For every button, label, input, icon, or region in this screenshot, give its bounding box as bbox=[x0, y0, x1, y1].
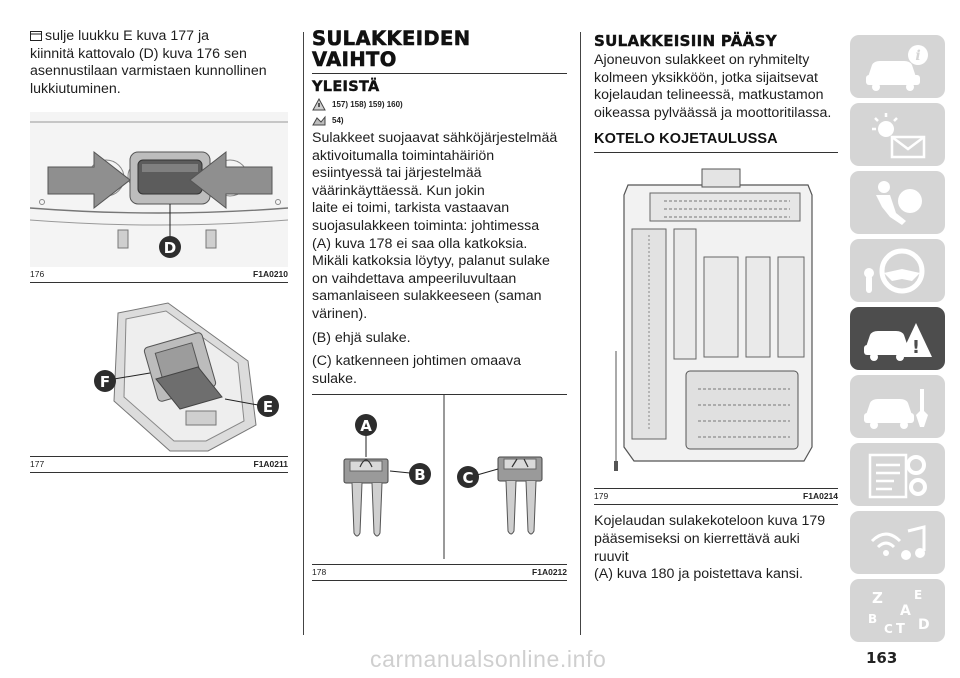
column-2 bbox=[312, 28, 567, 581]
figure-176-caption: 176 F1A0210 bbox=[30, 267, 288, 283]
tab-index[interactable] bbox=[850, 579, 945, 642]
fuse-general-paragraph: Sulakkeet suojaavat sähköjärjestelmää aktivoitumalla toimintahäiriön esiintyessä tai järjestelmää väärinkäyttäessä. Kun jokin laite ei toimi, tarkista vastaavan suojasulakkeen toiminta: johtimessa (A) kuva 178 ei saa olla katkoksia. Mikäli katkoksia löytyy, palanut sulake on vaihdettava ampeeriluvultaan samanlaiseen sulakkeeseen (saman värinen). (B) ehjä sulake. (C) katkenneen johtimen omaava sulake. bbox=[312, 130, 567, 388]
figure-178 bbox=[312, 394, 567, 564]
svg-text:E: E bbox=[913, 587, 922, 602]
warning-triangle-icon bbox=[312, 98, 326, 111]
svg-text:A: A bbox=[899, 602, 911, 619]
multimedia-icon bbox=[862, 517, 934, 569]
svg-text:Z: Z bbox=[871, 588, 883, 607]
figure-179-caption: 179 F1A0214 bbox=[594, 488, 838, 505]
column-1 bbox=[30, 28, 288, 473]
tab-warning-lights[interactable] bbox=[850, 103, 945, 166]
fuse-comparison-illustration bbox=[312, 395, 567, 559]
tab-starting-driving[interactable] bbox=[850, 239, 945, 302]
light-cover-illustration bbox=[30, 301, 288, 456]
page-number: 163 bbox=[866, 649, 898, 667]
column-3 bbox=[594, 28, 838, 584]
svg-text:D: D bbox=[163, 239, 177, 258]
tab-car-info[interactable] bbox=[850, 35, 945, 98]
svg-text:B: B bbox=[867, 611, 877, 626]
dashboard-fuse-box-illustration bbox=[594, 161, 838, 483]
tab-safety[interactable] bbox=[850, 171, 945, 234]
svg-text:T: T bbox=[895, 621, 905, 637]
title-rule bbox=[312, 73, 567, 74]
svg-text:!: ! bbox=[911, 336, 920, 358]
warning-references: 157) 158) 159) 160) bbox=[312, 98, 567, 111]
column-divider bbox=[303, 32, 304, 635]
index-icon bbox=[862, 585, 934, 637]
figure-179 bbox=[594, 161, 838, 488]
subsection-title: YLEISTÄ bbox=[312, 79, 380, 95]
subsection-title: KOTELO KOJETAULUSSA bbox=[594, 131, 778, 148]
specifications-icon bbox=[862, 449, 934, 501]
book-reference-icon bbox=[30, 31, 42, 41]
column-divider bbox=[580, 32, 581, 635]
fuse-access-paragraph: Ajoneuvon sulakkeet on ryhmitelty kolmeen yksikköön, jotka sijaitsevat kojelaudan telineessä, matkustamon oikeassa pylväässä ja moottoritilassa. bbox=[594, 52, 832, 121]
figure-177 bbox=[30, 301, 288, 456]
tab-multimedia[interactable] bbox=[850, 511, 945, 574]
svg-text:i: i bbox=[914, 47, 921, 64]
svg-text:C: C bbox=[462, 469, 474, 488]
tab-emergency[interactable] bbox=[850, 307, 945, 370]
airbag-icon bbox=[862, 177, 934, 229]
car-service-icon bbox=[862, 381, 934, 433]
steering-wheel-icon bbox=[862, 245, 934, 297]
svg-text:A: A bbox=[360, 417, 372, 436]
intro-paragraph: sulje luukku E kuva 177 ja kiinnitä kattovalo (D) kuva 176 sen asennustilaan varmistaen kunnollinen lukkiutuminen. bbox=[30, 28, 267, 97]
section-title: SULAKKEISIIN PÄÄSY bbox=[594, 32, 777, 50]
car-info-icon bbox=[862, 41, 934, 93]
warning-lights-icon bbox=[862, 109, 934, 161]
tab-maintenance[interactable] bbox=[850, 375, 945, 438]
svg-text:C: C bbox=[883, 621, 893, 636]
caution-references: 54) bbox=[312, 114, 567, 127]
svg-text:E: E bbox=[262, 398, 274, 417]
svg-text:B: B bbox=[414, 466, 426, 485]
caution-icon bbox=[312, 114, 326, 127]
figure-177-caption: 177 F1A0211 bbox=[30, 456, 288, 473]
tab-technical-data[interactable] bbox=[850, 443, 945, 506]
intact-fuse-text: (B) ehjä sulake. bbox=[312, 329, 411, 346]
watermark: carmanualsonline.info bbox=[370, 646, 607, 672]
emergency-icon bbox=[862, 313, 934, 365]
ceiling-light-illustration bbox=[30, 112, 288, 267]
subsection-rule bbox=[594, 152, 838, 153]
section-title: SULAKKEIDEN VAIHTO bbox=[312, 27, 471, 71]
figure-176 bbox=[30, 112, 288, 267]
svg-text:F: F bbox=[99, 373, 111, 392]
figure-178-caption: 178 F1A0212 bbox=[312, 564, 567, 581]
fuse-box-access-paragraph: Kojelaudan sulakekoteloon kuva 179 pääsemiseksi on kierrettävä auki ruuvit (A) kuva 180 ja poistettava kansi. bbox=[594, 513, 826, 583]
svg-text:D: D bbox=[917, 616, 930, 633]
